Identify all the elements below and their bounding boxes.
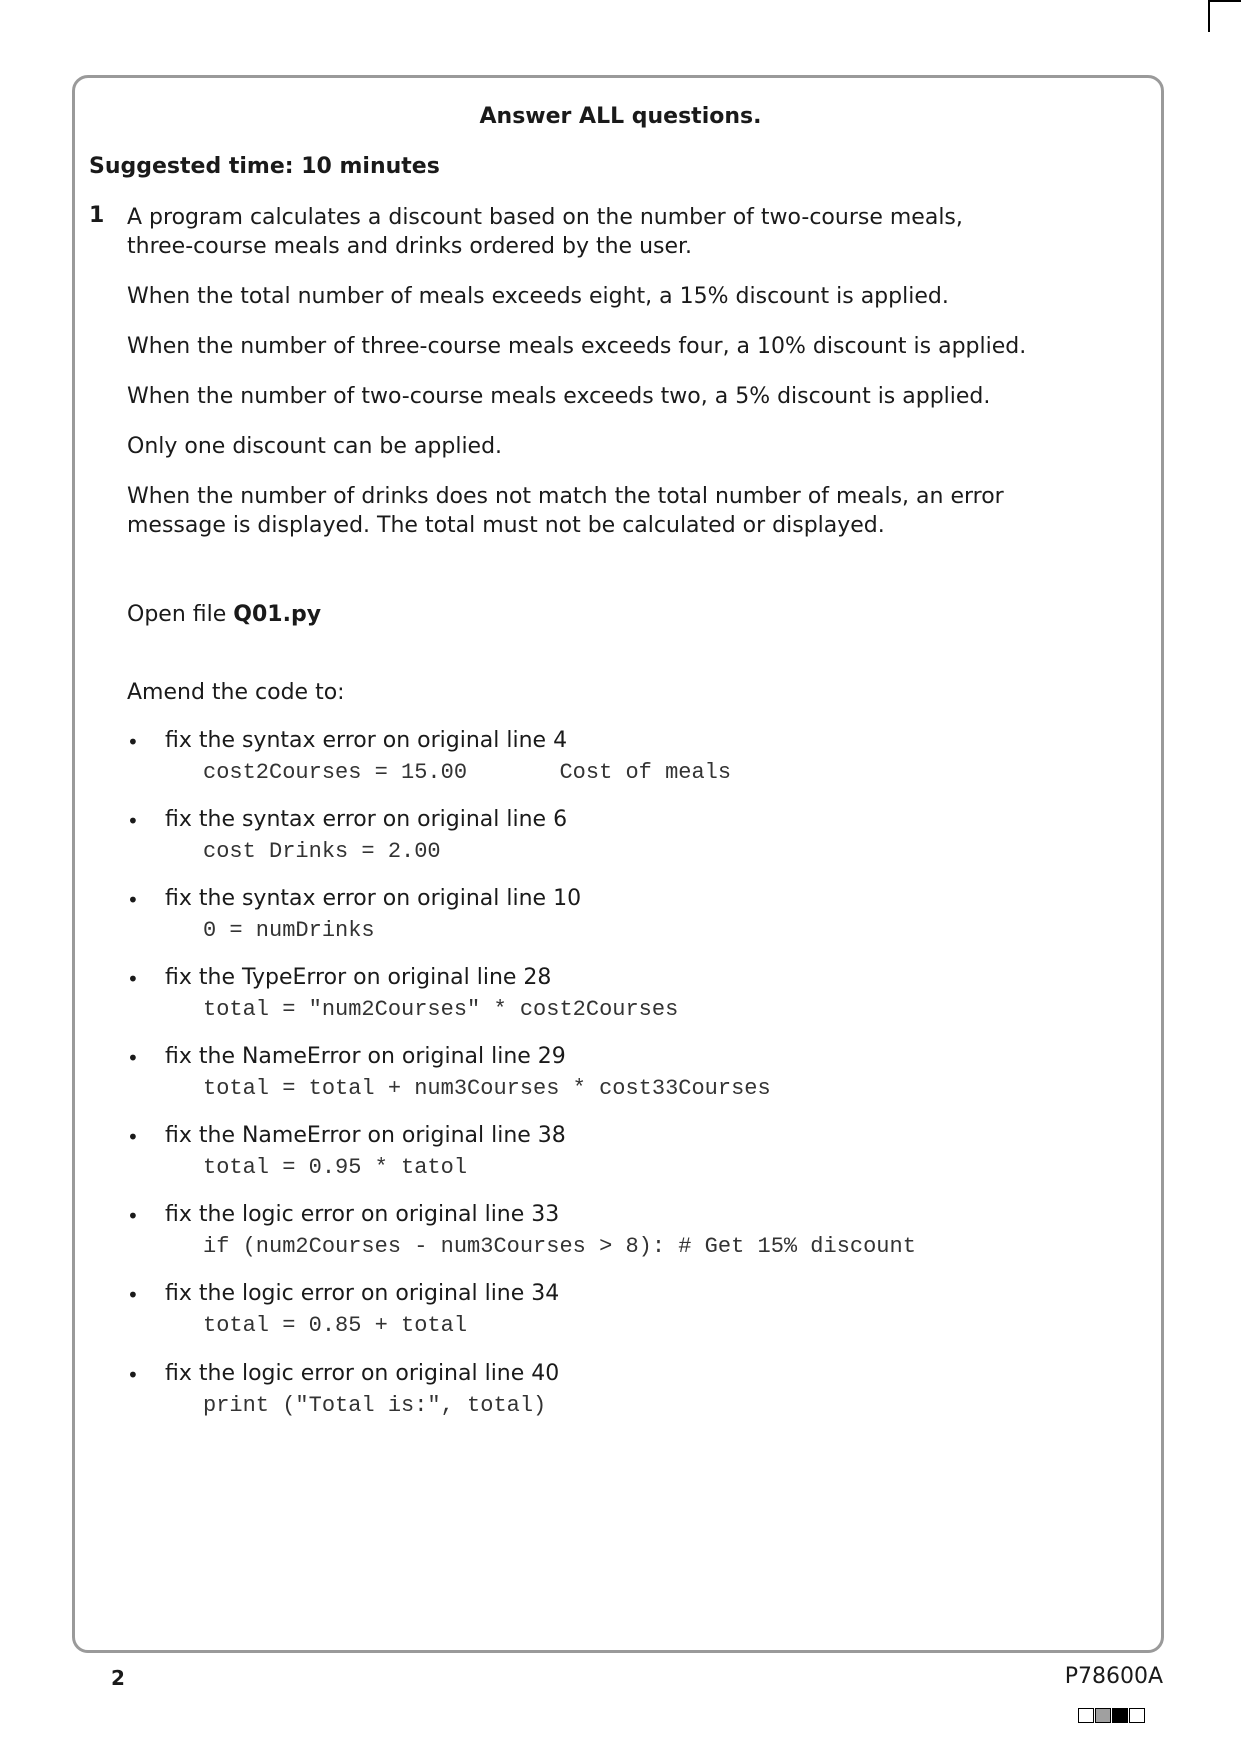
error-line-1: When the number of drinks does not match the total number of meals, an error: [127, 484, 1004, 509]
task-text: fix the logic error on original line 40: [165, 1361, 560, 1386]
error-line-2: message is displayed. The total must not be calculated or displayed.: [127, 513, 885, 538]
bullet-icon: •: [127, 809, 139, 833]
bullet-icon: •: [127, 967, 139, 991]
intro-line-2: three-course meals and drinks ordered by the user.: [127, 234, 693, 259]
task-code: total = total + num3Courses * cost33Courses: [203, 1076, 771, 1101]
task-code: 0 = numDrinks: [203, 918, 375, 943]
page-number: 2: [111, 1666, 125, 1690]
bullet-icon: •: [127, 1283, 139, 1307]
task-code: cost Drinks = 2.00: [203, 839, 441, 864]
task-code: total = 0.85 + total: [203, 1313, 468, 1338]
task-text: fix the syntax error on original line 10: [165, 886, 582, 911]
crop-mark-horizontal: [1208, 0, 1241, 2]
intro-line-1: A program calculates a discount based on the number of two-course meals,: [127, 205, 963, 230]
page-heading: Answer ALL questions.: [479, 104, 762, 129]
rule-4: Only one discount can be applied.: [127, 434, 503, 459]
bullet-icon: •: [127, 1046, 139, 1070]
task-text: fix the syntax error on original line 6: [165, 807, 568, 832]
bullet-icon: •: [127, 1204, 139, 1228]
barcode-box: [1095, 1708, 1111, 1723]
task-text: fix the TypeError on original line 28: [165, 965, 552, 990]
bullet-icon: •: [127, 1125, 139, 1149]
task-text: fix the syntax error on original line 4: [165, 728, 568, 753]
task-text: fix the logic error on original line 34: [165, 1281, 560, 1306]
task-text: fix the logic error on original line 33: [165, 1202, 560, 1227]
task-text: fix the NameError on original line 29: [165, 1044, 566, 1069]
barcode-box: [1129, 1708, 1145, 1723]
bullet-icon: •: [127, 1363, 139, 1387]
crop-mark-vertical: [1208, 0, 1210, 32]
open-file-name: Q01.py: [233, 602, 322, 627]
task-code: print ("Total is:", total): [203, 1393, 547, 1418]
bullet-icon: •: [127, 730, 139, 754]
barcode-box: [1078, 1708, 1094, 1723]
suggested-time: Suggested time: 10 minutes: [89, 154, 440, 179]
task-text: fix the NameError on original line 38: [165, 1123, 566, 1148]
open-file-prefix: Open file: [127, 602, 234, 627]
task-code: cost2Courses = 15.00 Cost of meals: [203, 760, 732, 785]
paper-reference: P78600A: [1064, 1664, 1163, 1689]
amend-instruction: Amend the code to:: [127, 680, 345, 705]
task-code: total = "num2Courses" * cost2Courses: [203, 997, 679, 1022]
task-code: total = 0.95 * tatol: [203, 1155, 468, 1180]
rule-2: When the number of three-course meals exceeds four, a 10% discount is applied.: [127, 334, 1027, 359]
barcode-boxes: [1078, 1708, 1145, 1723]
rule-3: When the number of two-course meals exceeds two, a 5% discount is applied.: [127, 384, 991, 409]
open-file-instruction: [127, 600, 321, 629]
bullet-icon: •: [127, 888, 139, 912]
task-code: if (num2Courses - num3Courses > 8): # Get 15% discount: [203, 1234, 916, 1259]
rule-1: When the total number of meals exceeds eight, a 15% discount is applied.: [127, 284, 949, 309]
question-number: 1: [89, 203, 105, 228]
barcode-box: [1112, 1708, 1128, 1723]
